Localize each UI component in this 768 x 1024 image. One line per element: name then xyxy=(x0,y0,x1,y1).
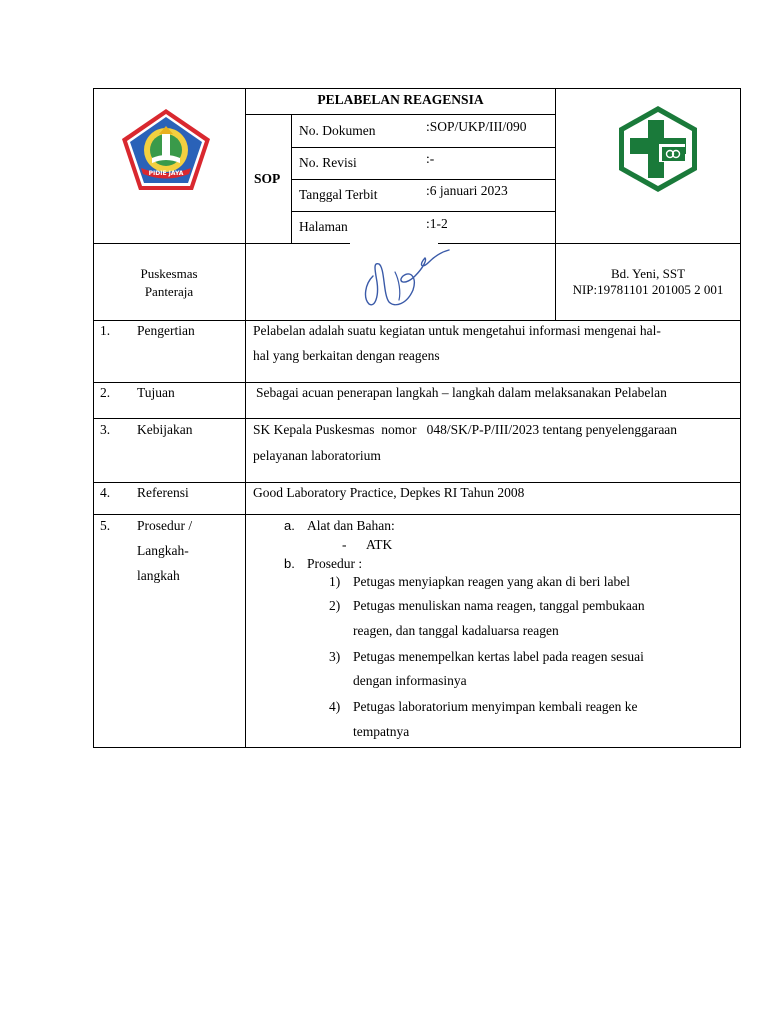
list-marker-a: a. xyxy=(284,518,295,533)
signature-icon xyxy=(355,246,455,312)
step-text-line: tempatnya xyxy=(353,724,410,739)
section-text-line: Good Laboratory Practice, Depkes RI Tahun 2008 xyxy=(253,485,525,500)
list-marker-b: b. xyxy=(284,556,295,571)
org-name-line2: Panteraja xyxy=(144,284,194,299)
section-title-line: Prosedur / xyxy=(137,518,193,533)
field-label-tanggal-terbit: Tanggal Terbit xyxy=(299,187,378,202)
field-value-no-dokumen: :SOP/UKP/III/090 xyxy=(426,119,527,134)
section-number: 5. xyxy=(100,518,111,533)
field-label-no-revisi: No. Revisi xyxy=(299,155,357,170)
section-number: 2. xyxy=(100,385,111,400)
section-text-line: SK Kepala Puskesmas nomor 048/SK/P-P/III/2023 tentang penyelenggaraan xyxy=(253,422,678,437)
field-value-tanggal-terbit: :6 januari 2023 xyxy=(426,183,508,198)
sop-label: SOP xyxy=(254,171,281,186)
sub-heading-alat-bahan: Alat dan Bahan: xyxy=(307,518,395,533)
field-value-halaman: :1-2 xyxy=(426,216,448,231)
emblem-text: PIDIE JAYA xyxy=(148,170,184,177)
puskesmas-logo-icon xyxy=(616,104,700,194)
section-text-line: pelayanan laboratorium xyxy=(253,448,381,463)
signer-name: Bd. Yeni, SST xyxy=(610,266,686,281)
step-text-line: Petugas laboratorium menyimpan kembali reagen ke xyxy=(353,699,638,714)
org-name-line1: Puskesmas xyxy=(140,266,198,281)
section-number: 3. xyxy=(100,422,111,437)
step-text-line: dengan informasinya xyxy=(353,673,467,688)
step-number: 3) xyxy=(329,649,341,664)
step-number: 2) xyxy=(329,598,341,613)
section-text-line: Pelabelan adalah suatu kegiatan untuk mengetahui informasi mengenai hal- xyxy=(253,323,661,338)
section-number: 1. xyxy=(100,323,111,338)
section-title: Tujuan xyxy=(137,385,175,400)
signer-nip: NIP:19781101 201005 2 001 xyxy=(572,282,724,297)
section-title-line: Langkah- xyxy=(137,543,189,558)
section-title: Referensi xyxy=(137,485,189,500)
section-text-line: hal yang berkaitan dengan reagens xyxy=(253,348,440,363)
section-title: Kebijakan xyxy=(137,422,193,437)
step-number: 1) xyxy=(329,574,341,589)
section-title-line: langkah xyxy=(137,568,180,583)
field-label-no-dokumen: No. Dokumen xyxy=(299,123,376,138)
list-item: ATK xyxy=(366,537,393,552)
document-title: PELABELAN REAGENSIA xyxy=(317,92,484,107)
sub-heading-prosedur: Prosedur : xyxy=(307,556,363,571)
dash-marker: - xyxy=(342,537,347,552)
section-number: 4. xyxy=(100,485,111,500)
field-label-halaman: Halaman xyxy=(299,219,348,234)
section-title: Pengertian xyxy=(137,323,195,338)
step-text-line: reagen, dan tanggal kadaluarsa reagen xyxy=(353,623,559,638)
step-text-line: Petugas menuliskan nama reagen, tanggal pembukaan xyxy=(353,598,645,613)
field-value-no-revisi: :- xyxy=(426,151,435,166)
step-number: 4) xyxy=(329,699,341,714)
pidie-jaya-emblem-icon xyxy=(119,106,213,194)
step-text-line: Petugas menyiapkan reagen yang akan di beri label xyxy=(353,574,631,589)
section-text-line: Sebagai acuan penerapan langkah – langkah dalam melaksanakan Pelabelan xyxy=(256,385,667,400)
step-text-line: Petugas menempelkan kertas label pada reagen sesuai xyxy=(353,649,644,664)
